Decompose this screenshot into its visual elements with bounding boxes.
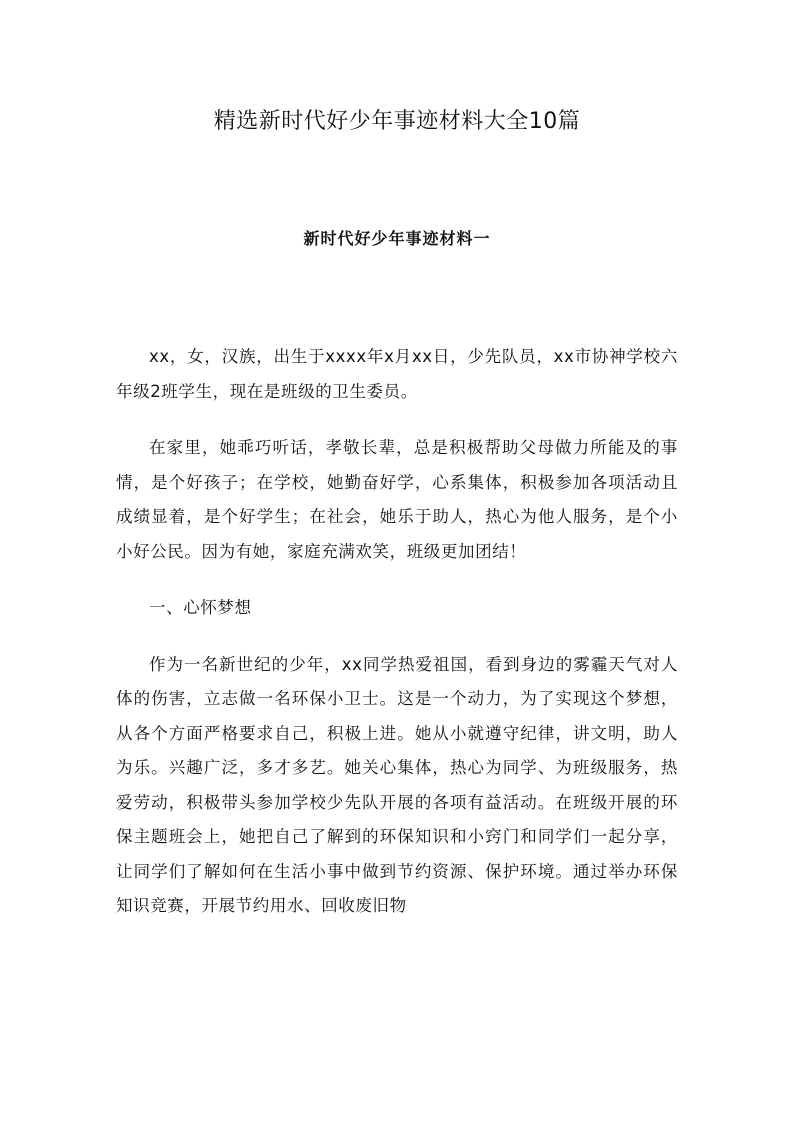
paragraph-intro: xx，女，汉族，出生于xxxx年x月xx日，少先队员，xx市协神学校六年级2班学生，现在是班级的卫生委员。: [116, 347, 678, 401]
document-body: [116, 340, 678, 946]
document-title: 精选新时代好少年事迹材料大全10篇: [213, 109, 581, 134]
subheading: 一、心怀梦想: [149, 598, 252, 617]
paragraph-summary: 在家里，她乖巧听话，孝敬长辈，总是积极帮助父母做力所能及的事情，是个好孩子；在学校，她勤奋好学，心系集体，积极参加各项活动且成绩显着，是个好学生；在社会，她乐于助人，热心为他人服务，是个小小好公民。因为有她，家庭充满欢笑，班级更加团结！: [116, 438, 678, 561]
paragraph-dream: 作为一名新世纪的少年，xx同学热爱祖国，看到身边的雾霾天气对人体的伤害，立志做一名环保小卫士。这是一个动力，为了实现这个梦想，从各个方面严格要求自己，积极上进。她从小就遵守纪律，讲文明，助人为乐。兴趣广泛，多才多艺。她关心集体，热心为同学、为班级服务，热爱劳动，积极带头参加学校少先队开展的各项有益活动。在班级开展的环保主题班会上，她把自己了解到的环保知识和小窍门和同学们一起分享，让同学们了解如何在生活小事中做到节约资源、保护环境。通过举办环保知识竞赛，开展节约用水、回收废旧物: [116, 654, 678, 915]
section-title: 新时代好少年事迹材料一: [303, 229, 491, 248]
